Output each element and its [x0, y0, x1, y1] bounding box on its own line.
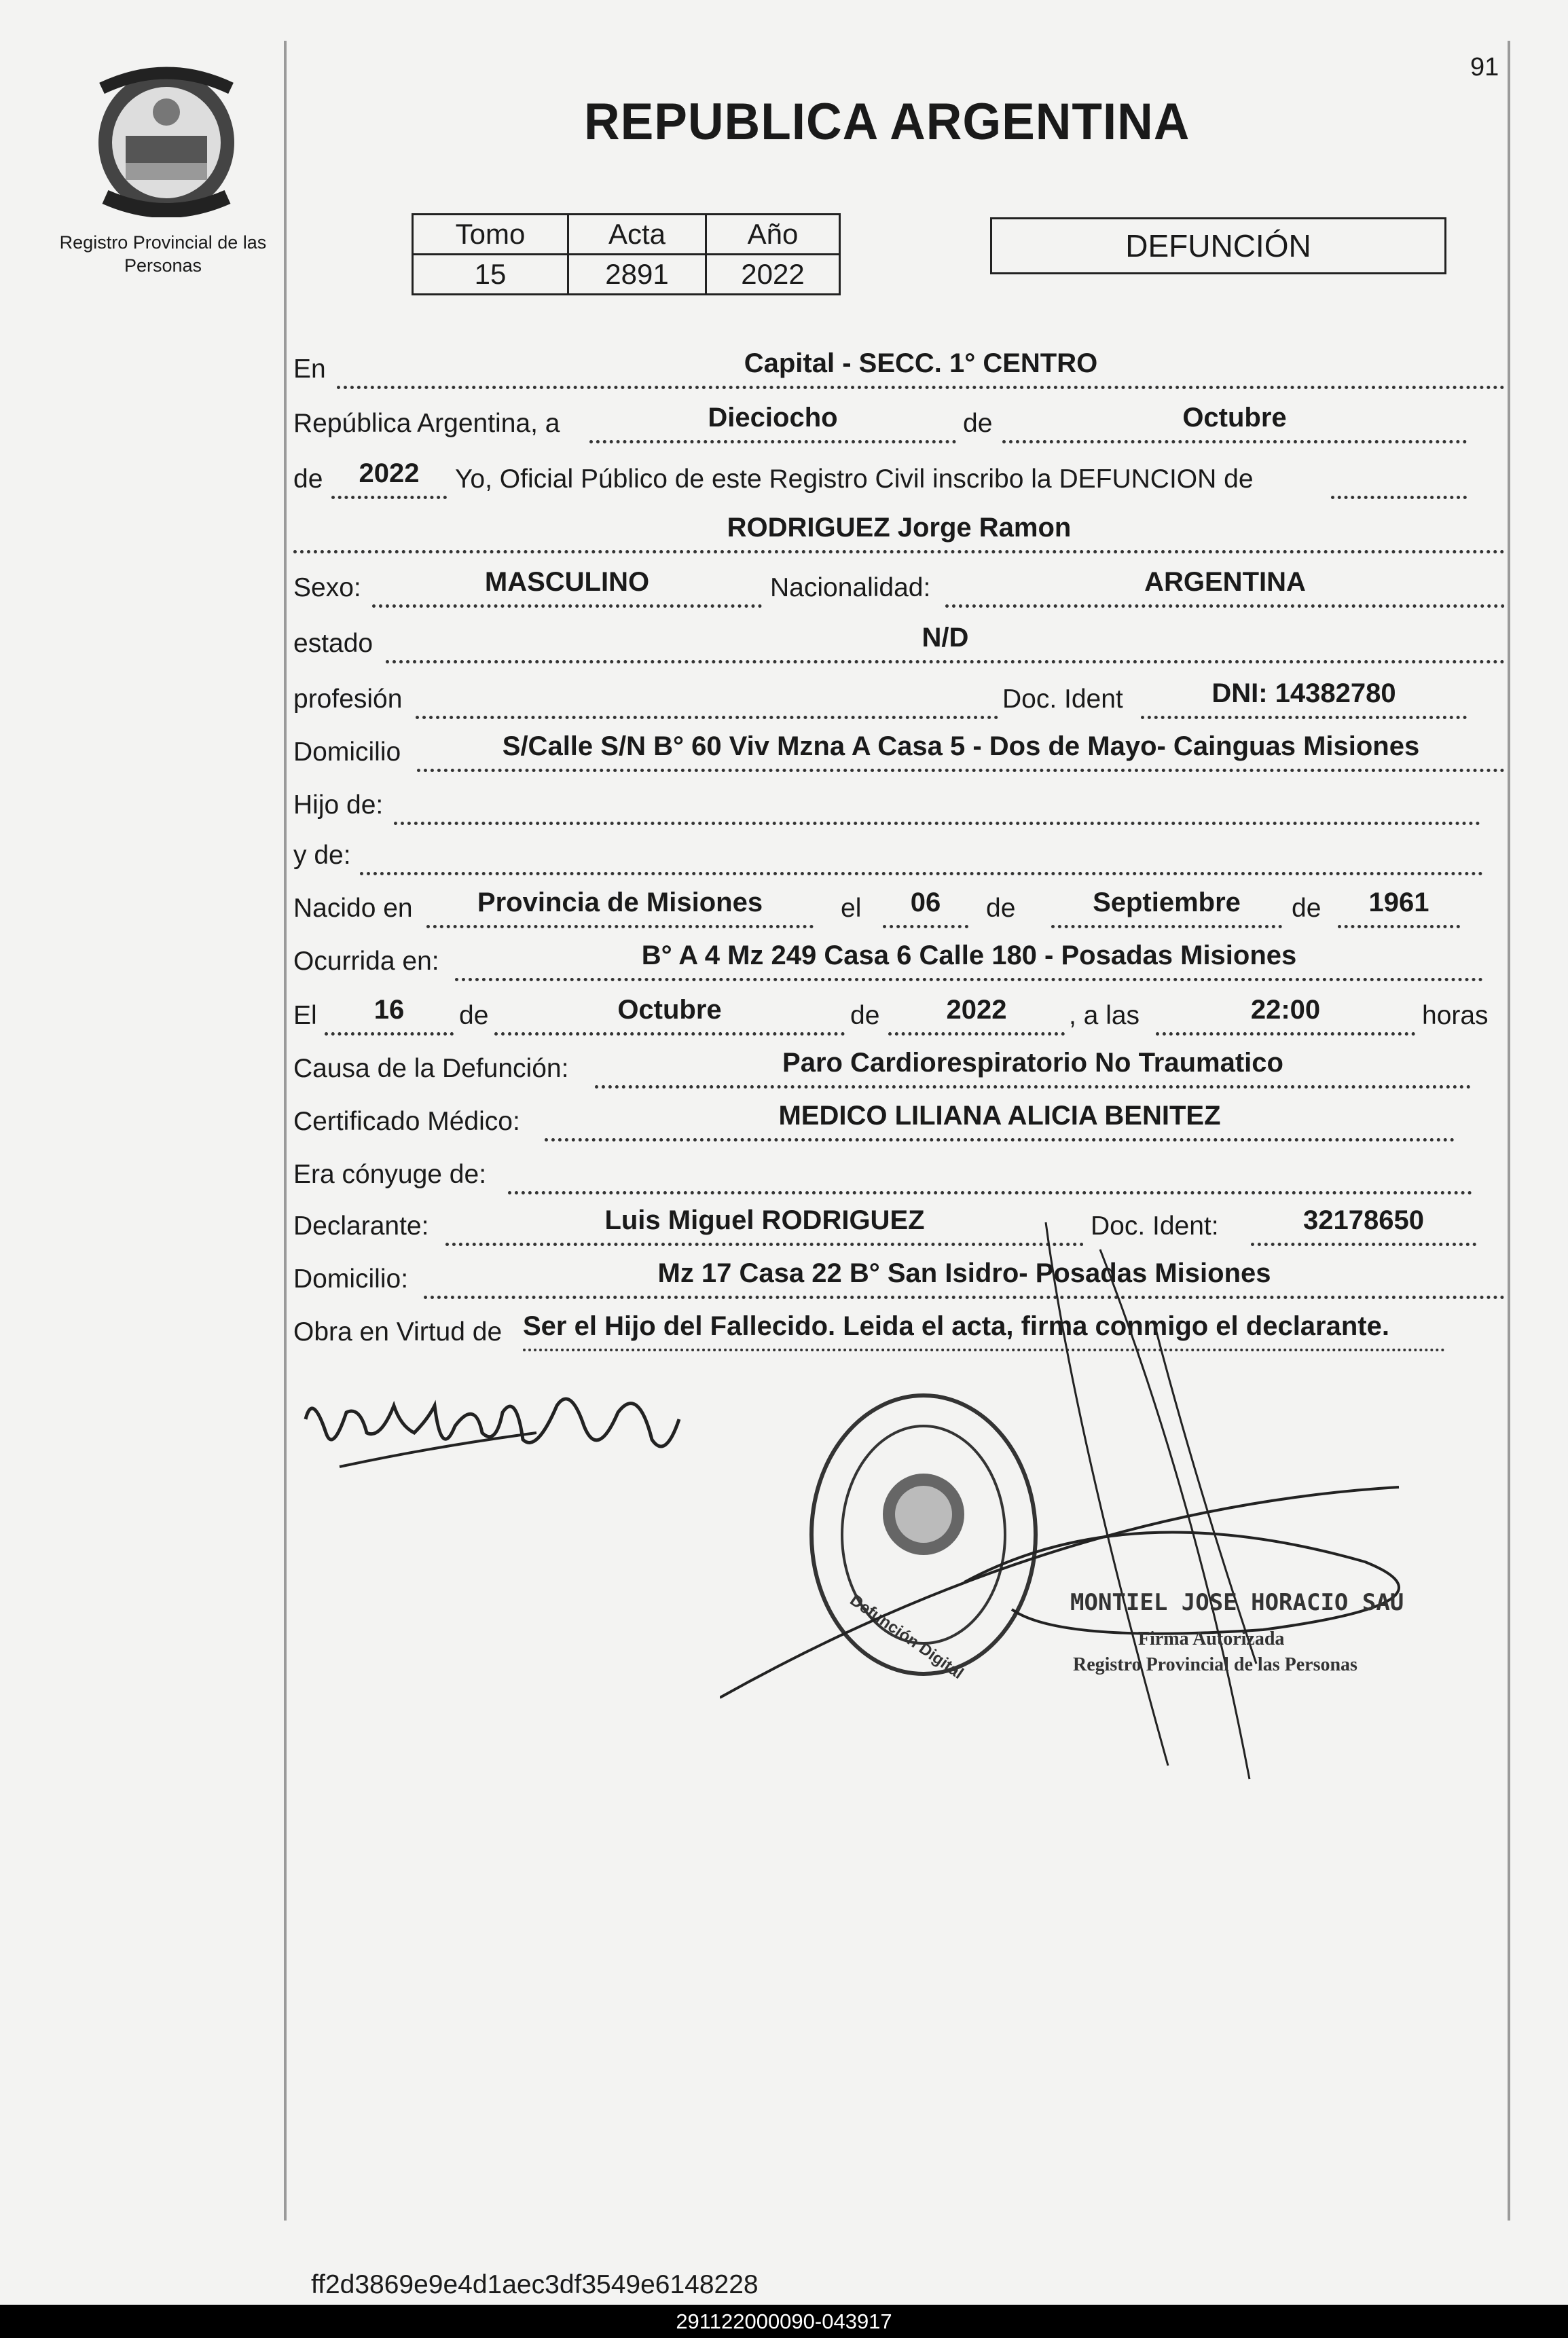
profesion-label: profesión [293, 684, 403, 714]
birth-month-field [1051, 884, 1282, 928]
obra-value: Ser el Hijo del Fallecido. Leida el acta, firma conmigo el declarante. [523, 1311, 1389, 1341]
de-label: de [963, 409, 993, 438]
certificado-field [545, 1097, 1455, 1141]
yde-field [360, 831, 1483, 875]
row-hijo [0, 781, 1568, 828]
nacido-label: Nacido en [293, 894, 413, 923]
nacionalidad-label: Nacionalidad: [770, 573, 931, 602]
conyuge-label: Era cónyuge de: [293, 1160, 487, 1189]
row-en [0, 345, 1568, 392]
registry-office-text: Registro Provincial de las Personas [1073, 1654, 1357, 1675]
doc-ident-label: Doc. Ident [1002, 684, 1123, 714]
row-ano [0, 455, 1568, 503]
yde-label: y de: [293, 841, 351, 870]
death-year: 2022 [946, 995, 1007, 1025]
birth-year-field [1338, 884, 1460, 928]
hijo-field [394, 781, 1480, 825]
death-day: 16 [373, 995, 405, 1025]
conyuge-field [508, 1150, 1472, 1194]
misiones-seal-icon [88, 61, 244, 217]
month-value: Octubre [1182, 403, 1287, 433]
death-time: 22:00 [1250, 995, 1321, 1025]
birth-month: Septiembre [1093, 888, 1241, 917]
doc-ident2-value: 32178650 [1303, 1205, 1424, 1235]
de-label-6: de [850, 1001, 880, 1030]
nacionalidad-value: ARGENTINA [1144, 567, 1306, 597]
de-label-2: de [293, 464, 323, 494]
ano-header: Año [706, 215, 840, 255]
row-fecha [0, 399, 1568, 447]
doc-ident-field [1141, 675, 1467, 719]
domicilio2-value: Mz 17 Casa 22 B° San Isidro- Posadas Misiones [657, 1258, 1271, 1288]
row-fecha-defuncion [0, 991, 1568, 1039]
en-label: En [293, 354, 326, 384]
day-field [589, 399, 956, 443]
birth-day: 06 [910, 888, 941, 917]
row-yde [0, 831, 1568, 879]
row-domicilio [0, 728, 1568, 775]
causa-value: Paro Cardiorespiratorio No Traumatico [782, 1048, 1283, 1078]
en-value: Capital - SECC. 1° CENTRO [744, 348, 1098, 378]
el-label: El [293, 1001, 317, 1030]
domicilio2-label: Domicilio: [293, 1264, 409, 1294]
name-field [293, 509, 1505, 553]
doc-ident-value: DNI: 14382780 [1211, 678, 1396, 708]
page-title: REPUBLICA ARGENTINA [584, 93, 1190, 151]
stamp-inner-text: Defunción Digital [846, 1590, 967, 1683]
row-ocurrida [0, 937, 1568, 985]
doc-ident2-label: Doc. Ident: [1091, 1211, 1219, 1241]
alas-label: , a las [1069, 1001, 1140, 1030]
death-month: Octubre [617, 995, 722, 1025]
row-profesion [0, 675, 1568, 723]
authorized-signature-text: Firma Autorizada [1138, 1628, 1285, 1649]
row-estado [0, 619, 1568, 667]
oficial-trailing-field [1331, 455, 1467, 499]
hijo-label: Hijo de: [293, 790, 384, 820]
causa-label: Causa de la Defunción: [293, 1054, 569, 1083]
certificado-label: Certificado Médico: [293, 1107, 520, 1136]
name-value: RODRIGUEZ Jorge Ramon [727, 513, 1072, 543]
day-value: Dieciocho [708, 403, 838, 433]
ocurrida-value: B° A 4 Mz 249 Casa 6 Calle 180 - Posadas Misiones [641, 940, 1297, 970]
row-sexo [0, 564, 1568, 611]
page-number: 91 [1470, 53, 1499, 81]
nacionalidad-field [945, 564, 1505, 608]
acta-header: Acta [568, 215, 706, 255]
de-label-5: de [459, 1001, 489, 1030]
obra-label: Obra en Virtud de [293, 1317, 503, 1347]
domicilio-value: S/Calle S/N B° 60 Viv Mzna A Casa 5 - Dos de Mayo- Cainguas Misiones [502, 731, 1420, 761]
domicilio-label: Domicilio [293, 737, 401, 767]
record-type-box: DEFUNCIÓN [990, 217, 1446, 274]
horas-label: horas [1422, 1001, 1489, 1030]
de-label-4: de [1292, 894, 1321, 923]
estado-field [386, 619, 1505, 663]
en-field [337, 345, 1505, 389]
death-day-field [325, 991, 454, 1036]
declarante-label: Declarante: [293, 1211, 429, 1241]
sexo-value: MASCULINO [484, 567, 650, 597]
tomo-value: 15 [413, 255, 568, 295]
el-lower-label: el [841, 894, 862, 923]
row-certificado [0, 1097, 1568, 1145]
estado-label: estado [293, 629, 373, 658]
profesion-field [416, 675, 998, 719]
official-signature [720, 1222, 1535, 1833]
sexo-field [372, 564, 762, 608]
certificado-value: MEDICO LILIANA ALICIA BENITEZ [778, 1101, 1221, 1131]
birth-year: 1961 [1368, 888, 1429, 917]
month-field [1002, 399, 1467, 443]
domicilio-field [417, 728, 1505, 772]
nacido-field [426, 884, 814, 928]
document-hash: ff2d3869e9e4d1aec3df3549e6148228 [311, 2270, 759, 2299]
oficial-text: Yo, Oficial Público de este Registro Civil inscribo la DEFUNCION de [455, 464, 1254, 494]
death-year-field [888, 991, 1065, 1036]
year-field [331, 455, 447, 499]
declarante-value: Luis Miguel RODRIGUEZ [604, 1205, 925, 1235]
year-value: 2022 [359, 458, 420, 488]
birth-day-field [883, 884, 968, 928]
row-nacido [0, 884, 1568, 932]
row-causa [0, 1044, 1568, 1092]
republica-label: República Argentina, a [293, 409, 560, 438]
ano-value: 2022 [706, 255, 840, 295]
ocurrida-field [455, 937, 1483, 981]
death-month-field [494, 991, 845, 1036]
acta-value: 2891 [568, 255, 706, 295]
row-conyuge [0, 1150, 1568, 1198]
tomo-header: Tomo [413, 215, 568, 255]
declarant-signature [299, 1365, 706, 1501]
estado-value: N/D [922, 623, 969, 653]
ocurrida-label: Ocurrida en: [293, 947, 439, 976]
record-table [412, 213, 841, 295]
nacido-value: Provincia de Misiones [477, 888, 763, 917]
registry-name: Registro Provincial de las Personas [59, 232, 267, 276]
causa-field [595, 1044, 1471, 1089]
barcode-bar: 291122000090-043917 [0, 2305, 1568, 2338]
official-name: MONTIEL JOSE HORACIO SAU [1070, 1589, 1404, 1616]
sexo-label: Sexo: [293, 573, 361, 602]
death-time-field [1156, 991, 1415, 1036]
row-nombre [0, 509, 1568, 557]
de-label-3: de [986, 894, 1016, 923]
